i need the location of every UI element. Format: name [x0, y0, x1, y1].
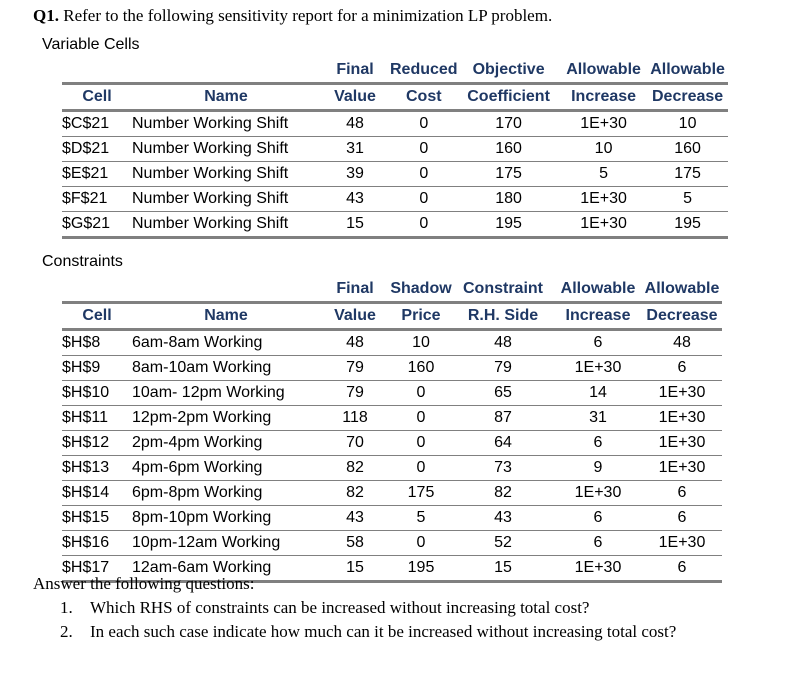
table-cell: $F$21 — [62, 187, 132, 212]
table-cell: 31 — [554, 406, 642, 431]
table-row — [62, 111, 728, 137]
question-item — [60, 620, 676, 644]
table-cell: 15 — [320, 556, 390, 582]
table-cell: 2pm-4pm Working — [132, 431, 320, 456]
table-cell: 0 — [390, 137, 458, 162]
table-cell: 175 — [648, 162, 728, 187]
table-cell: $H$16 — [62, 531, 132, 556]
table-cell: 5 — [560, 162, 648, 187]
table-cell: 1E+30 — [642, 406, 722, 431]
table-cell: 58 — [320, 531, 390, 556]
table-cell: 170 — [458, 111, 560, 137]
table-cell: 195 — [390, 556, 452, 582]
header-cell: Shadow — [390, 280, 452, 297]
variable-cells-table — [62, 58, 728, 239]
table-cell: 9 — [554, 456, 642, 481]
table-cell: 0 — [390, 212, 458, 238]
table-cell: 10pm-12am Working — [132, 531, 320, 556]
table-cell: 82 — [320, 456, 390, 481]
question-list — [60, 596, 676, 644]
table-cell: $H$11 — [62, 406, 132, 431]
table-cell: 5 — [648, 187, 728, 212]
header-cell: Allowable — [566, 61, 641, 78]
table-cell: 10 — [560, 137, 648, 162]
table-cell: $H$10 — [62, 381, 132, 406]
table-cell: 70 — [320, 431, 390, 456]
header-cell: Value — [320, 303, 390, 330]
table-cell: $H$8 — [62, 330, 132, 356]
table-cell: 1E+30 — [642, 531, 722, 556]
header-cell: Allowable — [650, 61, 725, 78]
table-cell: 79 — [320, 356, 390, 381]
table-cell: 43 — [452, 506, 554, 531]
header-cell: Final — [336, 280, 374, 297]
table-cell: 8pm-10pm Working — [132, 506, 320, 531]
variable-cells-body — [62, 111, 728, 238]
table-cell: 82 — [452, 481, 554, 506]
header-cell: Name — [132, 303, 320, 330]
table-cell: 10am- 12pm Working — [132, 381, 320, 406]
question-item-text: Which RHS of constraints can be increased without increasing total cost? — [90, 598, 590, 617]
table-cell: 0 — [390, 456, 452, 481]
table-cell: 52 — [452, 531, 554, 556]
table-cell: Number Working Shift — [132, 111, 320, 137]
table-cell: 6 — [554, 330, 642, 356]
table-cell: 48 — [452, 330, 554, 356]
table-row — [62, 162, 728, 187]
table-cell: 43 — [320, 506, 390, 531]
header-row-bottom — [62, 84, 728, 111]
constraints-table — [62, 277, 722, 583]
table-row — [62, 137, 728, 162]
table-cell: 0 — [390, 381, 452, 406]
table-cell: $G$21 — [62, 212, 132, 238]
table-cell: 79 — [320, 381, 390, 406]
table-cell: 6 — [642, 506, 722, 531]
table-cell: $H$17 — [62, 556, 132, 582]
table-cell: 0 — [390, 431, 452, 456]
table-cell: 0 — [390, 162, 458, 187]
table-cell: 160 — [458, 137, 560, 162]
table-row — [62, 187, 728, 212]
table-cell: 0 — [390, 531, 452, 556]
table-cell: 8am-10am Working — [132, 356, 320, 381]
table-cell: 87 — [452, 406, 554, 431]
table-cell: 15 — [452, 556, 554, 582]
header-cell — [62, 277, 132, 303]
question-item-number: 1. — [60, 598, 73, 617]
header-cell: Allowable — [644, 280, 720, 297]
table-cell: 73 — [452, 456, 554, 481]
table-cell: 6 — [642, 556, 722, 582]
table-cell: 64 — [452, 431, 554, 456]
table-cell: 31 — [320, 137, 390, 162]
table-cell: 79 — [452, 356, 554, 381]
table-cell: 0 — [390, 406, 452, 431]
header-cell: Cell — [62, 303, 132, 330]
table-cell: 1E+30 — [554, 556, 642, 582]
table-cell: Number Working Shift — [132, 162, 320, 187]
table-cell: $H$13 — [62, 456, 132, 481]
header-cell: Constraint — [463, 280, 543, 297]
table-cell: 4pm-6pm Working — [132, 456, 320, 481]
table-cell: 1E+30 — [560, 187, 648, 212]
table-cell: $C$21 — [62, 111, 132, 137]
table-row — [62, 381, 722, 406]
table-cell: 160 — [648, 137, 728, 162]
table-row — [62, 212, 728, 238]
table-row — [62, 431, 722, 456]
table-cell: Number Working Shift — [132, 187, 320, 212]
table-cell: $H$9 — [62, 356, 132, 381]
table-cell: 5 — [390, 506, 452, 531]
table-cell: 48 — [320, 330, 390, 356]
table-cell: 1E+30 — [642, 456, 722, 481]
header-cell: Value — [320, 84, 390, 111]
header-cell: Objective — [472, 61, 545, 78]
table-cell: 1E+30 — [554, 481, 642, 506]
table-row — [62, 330, 722, 356]
table-cell: 1E+30 — [642, 381, 722, 406]
table-cell: 6 — [554, 506, 642, 531]
header-cell: Cell — [62, 84, 132, 111]
table-cell: $E$21 — [62, 162, 132, 187]
table-cell: $H$12 — [62, 431, 132, 456]
header-cell: R.H. Side — [452, 303, 554, 330]
table-cell: 39 — [320, 162, 390, 187]
table-cell: 15 — [320, 212, 390, 238]
table-cell: 195 — [458, 212, 560, 238]
table-cell: 0 — [390, 111, 458, 137]
table-cell: Number Working Shift — [132, 137, 320, 162]
table-cell: 160 — [390, 356, 452, 381]
table-cell: 175 — [458, 162, 560, 187]
question-item — [60, 596, 676, 620]
header-cell — [132, 58, 320, 84]
table-cell: 65 — [452, 381, 554, 406]
table-cell: Number Working Shift — [132, 212, 320, 238]
table-cell: 6 — [554, 531, 642, 556]
answer-intro: Answer the following questions: — [33, 574, 255, 593]
table-cell: 10 — [648, 111, 728, 137]
table-cell: 48 — [320, 111, 390, 137]
question-item-number: 2. — [60, 622, 73, 641]
table-cell: 118 — [320, 406, 390, 431]
table-cell: $H$15 — [62, 506, 132, 531]
table-cell: 180 — [458, 187, 560, 212]
header-cell: Reduced — [390, 61, 458, 78]
header-row-top — [62, 58, 728, 84]
table-cell: 6pm-8pm Working — [132, 481, 320, 506]
table-row — [62, 506, 722, 531]
table-cell: 6am-8am Working — [132, 330, 320, 356]
table-cell: 82 — [320, 481, 390, 506]
table-cell: 6 — [554, 431, 642, 456]
table-cell: 1E+30 — [560, 212, 648, 238]
table-cell: 48 — [642, 330, 722, 356]
header-cell: Increase — [560, 84, 648, 111]
header-cell: Coefficient — [458, 84, 560, 111]
header-cell: Allowable — [560, 280, 636, 297]
table-cell: 14 — [554, 381, 642, 406]
table-cell: 0 — [390, 187, 458, 212]
header-cell — [62, 58, 132, 84]
header-cell: Decrease — [642, 303, 722, 330]
table-cell: $D$21 — [62, 137, 132, 162]
table-cell: 12am-6am Working — [132, 556, 320, 582]
question-number: Q1. — [33, 6, 59, 25]
header-cell: Increase — [554, 303, 642, 330]
header-cell — [132, 277, 320, 303]
header-cell: Decrease — [648, 84, 728, 111]
table-cell: 6 — [642, 356, 722, 381]
table-cell: 43 — [320, 187, 390, 212]
header-row-top — [62, 277, 722, 303]
table-row — [62, 356, 722, 381]
table-row — [62, 531, 722, 556]
table-cell: 1E+30 — [642, 431, 722, 456]
table-cell: 10 — [390, 330, 452, 356]
variable-cells-label: Variable Cells — [42, 36, 140, 53]
header-cell: Name — [132, 84, 320, 111]
question-item-text: In each such case indicate how much can it be increased without increasing total cost? — [90, 622, 677, 641]
table-cell: 6 — [642, 481, 722, 506]
constraints-label: Constraints — [42, 253, 123, 270]
question-title — [33, 6, 552, 26]
header-cell: Price — [390, 303, 452, 330]
header-cell: Final — [336, 61, 374, 78]
table-row — [62, 456, 722, 481]
constraints-body — [62, 330, 722, 582]
table-row — [62, 481, 722, 506]
header-cell: Cost — [390, 84, 458, 111]
table-cell: 1E+30 — [560, 111, 648, 137]
table-cell: 195 — [648, 212, 728, 238]
question-text: Refer to the following sensitivity report for a minimization LP problem. — [58, 6, 553, 25]
header-row-bottom — [62, 303, 722, 330]
table-cell: 12pm-2pm Working — [132, 406, 320, 431]
table-row — [62, 406, 722, 431]
table-cell: 1E+30 — [554, 356, 642, 381]
table-cell: 175 — [390, 481, 452, 506]
table-cell: $H$14 — [62, 481, 132, 506]
